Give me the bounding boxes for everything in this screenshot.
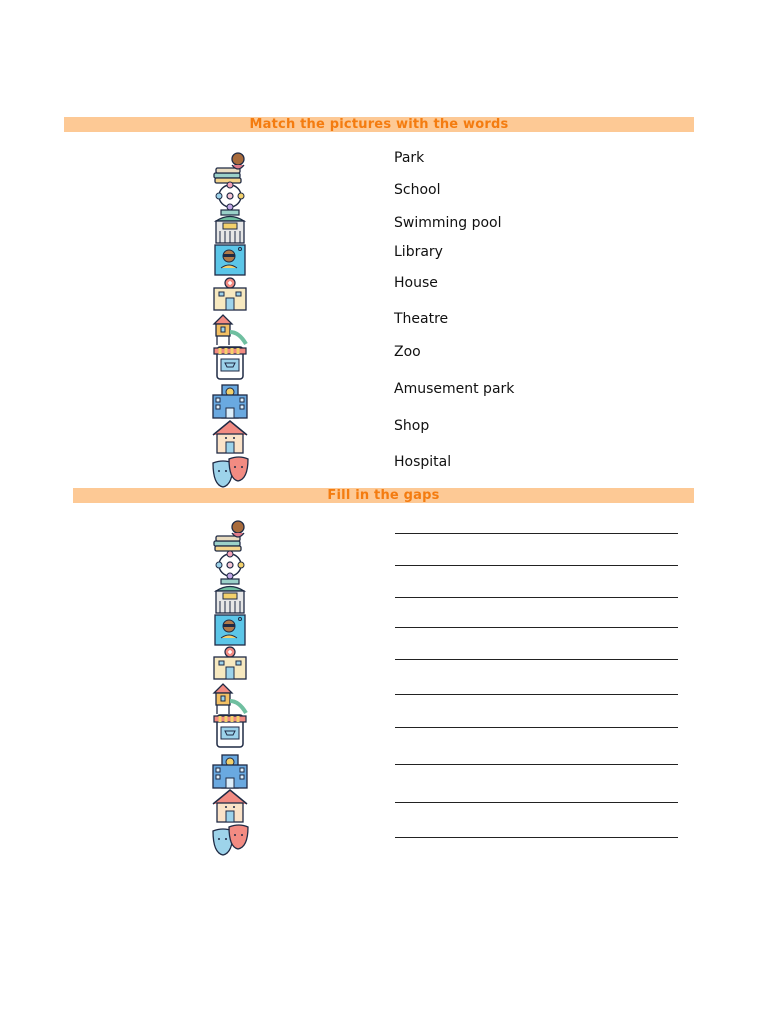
hospital-building-icon	[211, 276, 249, 312]
answer-blank-line[interactable]	[395, 533, 678, 534]
word-item: Library	[394, 244, 443, 260]
house-icon	[211, 788, 249, 824]
answer-blank-line[interactable]	[395, 659, 678, 660]
answer-blank-line[interactable]	[395, 597, 678, 598]
school-clock-building-icon	[211, 753, 249, 789]
playground-house-slide-icon	[211, 312, 249, 348]
answer-blank-line[interactable]	[395, 694, 678, 695]
word-item: House	[394, 275, 438, 291]
answer-blank-line[interactable]	[395, 565, 678, 566]
answer-blank-line[interactable]	[395, 837, 678, 838]
answer-blank-line[interactable]	[395, 802, 678, 803]
playground-house-slide-icon	[211, 681, 249, 717]
word-item: Hospital	[394, 454, 452, 470]
school-clock-building-icon	[211, 383, 249, 419]
swimmer-pool-icon	[211, 242, 249, 278]
swimmer-pool-icon	[211, 612, 249, 648]
section-title-fill-gaps: Fill in the gaps	[73, 488, 694, 503]
shop-awning-cart-icon	[211, 345, 249, 381]
shop-awning-cart-icon	[211, 713, 249, 749]
word-item: Park	[394, 150, 425, 166]
section-title-match: Match the pictures with the words	[64, 117, 694, 132]
answer-blank-line[interactable]	[395, 627, 678, 628]
word-item: Amusement park	[394, 381, 515, 397]
theatre-masks-icon	[211, 455, 249, 491]
word-item: Zoo	[394, 344, 421, 360]
answer-blank-line[interactable]	[395, 727, 678, 728]
word-item: School	[394, 182, 441, 198]
hospital-building-icon	[211, 645, 249, 681]
answer-blank-line[interactable]	[395, 764, 678, 765]
word-item: Swimming pool	[394, 215, 502, 231]
house-icon	[211, 419, 249, 455]
word-item: Theatre	[394, 311, 449, 327]
theatre-masks-icon	[211, 823, 249, 859]
word-item: Shop	[394, 418, 430, 434]
